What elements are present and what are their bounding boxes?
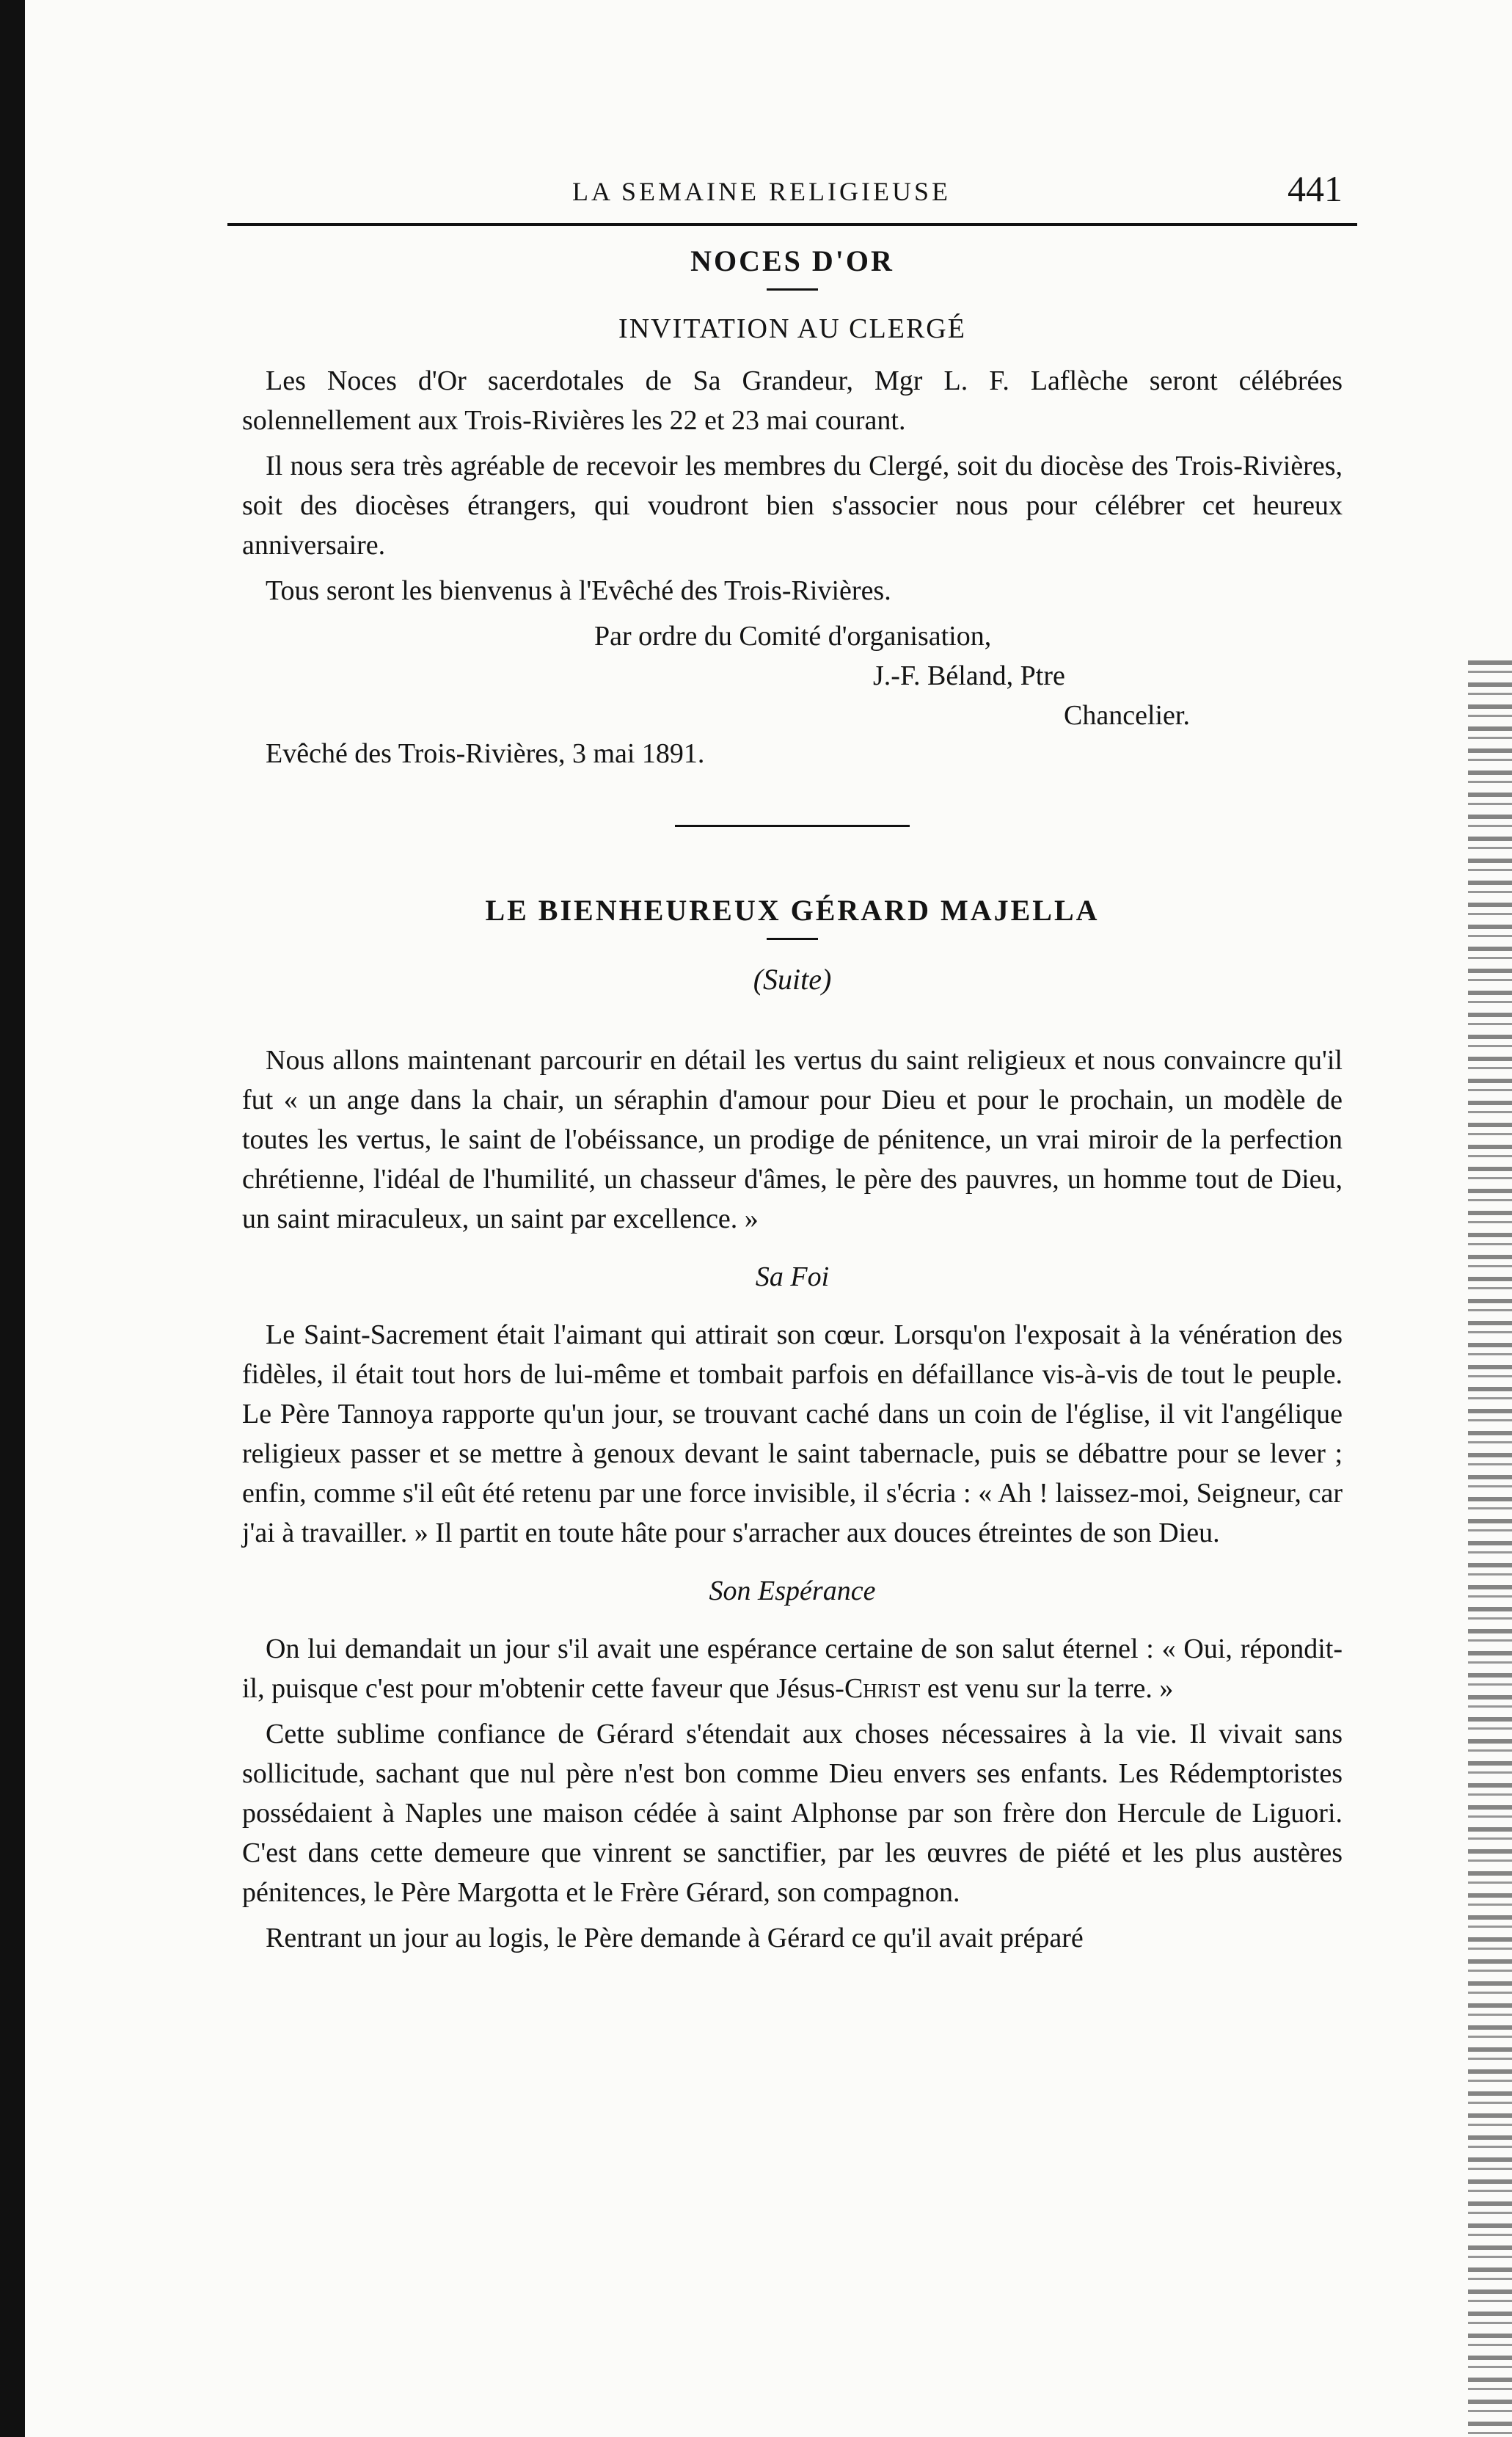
- running-head: [242, 161, 1343, 220]
- signature-line: Par ordre du Comité d'organisation,: [594, 621, 992, 652]
- paragraph-esperance-2: Cette sublime confiance de Gérard s'étendait aux choses nécessaires à la vie. Il vivait sans sollicitude, sachant que nul père n'est bon comme Dieu envers ses enfants. Les Rédemptoristes possédaient à Naples une maison cédée à saint Alphonse par son frère don Hercule de Liguori. C'est dans cette demeure que vinrent se sanctifier, par les œuvres de piété et les plus austères pénitences, le Père Margotta et le Frère Gérard, son compagnon.: [242, 1719, 1343, 1908]
- subheading-esperance: Son Espérance: [709, 1576, 876, 1606]
- section-divider: [675, 825, 910, 827]
- signature-title: Chancelier.: [1064, 700, 1190, 731]
- section-subtitle-invitation: INVITATION AU CLERGÉ: [618, 313, 966, 344]
- paragraph-foi: Le Saint-Sacrement était l'aimant qui attirait son cœur. Lorsqu'on l'exposait à la vénération des fidèles, il était tout hors de lui-même et tombait parfois en défaillance vis-à-vis de tout le peuple. Le Père Tannoya rapporte qu'un jour, se trouvant caché dans un coin de l'église, il vit l'angélique religieux passer et se mettre à genoux devant le saint tabernacle, puis se débattre pour se lever ; enfin, comme s'il eût été retenu par une force invisible, il s'écria : « Ah ! laissez-moi, Seigneur, car j'ai à travailler. » Il partit en toute hâte pour s'arracher aux douces étreintes de son Dieu.: [242, 1319, 1343, 1548]
- text-run: est venu sur la terre. »: [920, 1673, 1174, 1704]
- date-line: Evêché des Trois-Rivières, 3 mai 1891.: [266, 738, 705, 769]
- section-title-noces: NOCES D'OR: [690, 244, 894, 277]
- header-rule: [227, 223, 1357, 226]
- text-run: On lui demandait un jour s'il avait une espérance certaine de son salut éternel : « Oui, répondit-il, puisque c'est pour m'obtenir cette faveur que Jésus-: [242, 1633, 1343, 1704]
- text-run-smallcaps: Christ: [844, 1673, 921, 1704]
- signature-name: J.-F. Béland, Ptre: [873, 660, 1065, 691]
- section-title-gerard: LE BIENHEUREUX GÉRARD MAJELLA: [485, 894, 1100, 927]
- title-dash: [767, 938, 818, 940]
- running-title: LA SEMAINE RELIGIEUSE: [572, 177, 951, 206]
- page-content: [242, 161, 1343, 1964]
- suite-label: (Suite): [753, 963, 832, 996]
- paragraph: Il nous sera très agréable de recevoir les membres du Clergé, soit du diocèse des Trois-Rivières, soit des diocèses étrangers, qui voudront bien s'associer nous pour célébrer cet heureux anniversaire.: [242, 451, 1343, 561]
- paragraph: Les Noces d'Or sacerdotales de Sa Grandeur, Mgr L. F. Laflèche seront célébrées solennellement aux Trois-Rivières les 22 et 23 mai courant.: [242, 365, 1343, 436]
- paragraph: Tous seront les bienvenus à l'Evêché des Trois-Rivières.: [266, 575, 891, 606]
- paragraph-esperance-1: [242, 1629, 1343, 1708]
- title-dash: [767, 288, 818, 291]
- page-number: 441: [1288, 168, 1343, 209]
- subheading-foi: Sa Foi: [755, 1261, 830, 1292]
- paragraph-esperance-3: Rentrant un jour au logis, le Père demande à Gérard ce qu'il avait préparé: [266, 1923, 1084, 1953]
- paragraph-intro: Nous allons maintenant parcourir en détail les vertus du saint religieux et nous convaincre qu'il fut « un ange dans la chair, un séraphin d'amour pour Dieu et pour le prochain, un modèle de toutes les vertus, le saint de l'obéissance, un prodige de pénitence, un vrai miroir de la perfection chrétienne, l'idéal de l'humilité, un chasseur d'âmes, le père des pauvres, un homme tout de Dieu, un saint miraculeux, un saint par excellence. »: [242, 1045, 1343, 1234]
- scan-right-edge: [1468, 660, 1512, 2437]
- scan-left-edge: [0, 0, 25, 2437]
